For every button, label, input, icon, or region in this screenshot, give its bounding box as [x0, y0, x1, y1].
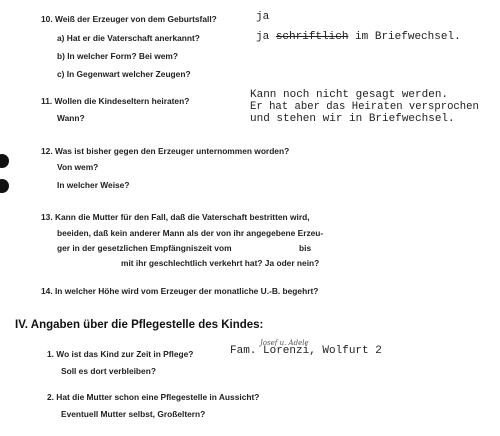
q13-line4: mit ihr geschlechtlich verkehrt hat? Ja oder nein? — [121, 258, 320, 268]
punch-hole-bottom — [0, 179, 9, 193]
q11-answer-line2: Er hat aber das Heiraten versprochen — [250, 101, 479, 113]
q11-sub: Wann? — [57, 113, 85, 123]
q10-a-answer-struck: schriftlich — [275, 31, 349, 43]
s4q2-question: 2. Hat die Mutter schon eine Pflegestelle in Aussicht? — [47, 392, 260, 402]
q13-line2: beeiden, daß kein anderer Mann als der von ihr angegebene Erzeu- — [57, 228, 324, 238]
q11-question: 11. Wollen die Kindeseltern heiraten? — [41, 96, 190, 106]
q10-a-answer — [256, 31, 461, 43]
s4q1-sub: Soll es dort verbleiben? — [61, 366, 156, 376]
q12-question: 12. Was ist bisher gegen den Erzeuger unternommen worden? — [41, 146, 290, 156]
section-iv-heading: IV. Angaben über die Pflegestelle des Kindes: — [15, 319, 264, 331]
q11-answer-line1: Kann noch nicht gesagt werden. — [250, 89, 449, 101]
q13-line3a: ger in der gesetzlichen Empfängniszeit vom — [57, 243, 232, 253]
q13-line1: 13. Kann die Mutter für den Fall, daß die Vaterschaft bestritten wird, — [41, 212, 310, 222]
q10-a-answer-suffix: im Briefwechsel. — [355, 31, 461, 43]
q10-a-question: a) Hat er die Vaterschaft anerkannt? — [57, 33, 200, 43]
punch-hole-top — [0, 154, 9, 168]
q13-line3b: bis — [299, 243, 312, 253]
q12-sub2: In welcher Weise? — [57, 180, 130, 190]
q10-answer: ja — [256, 11, 270, 23]
q10-question: 10. Weiß der Erzeuger von dem Geburtsfall? — [41, 14, 217, 24]
q10-b-question: b) In welcher Form? Bei wem? — [57, 51, 178, 61]
s4q1-handwritten-names: Josef u. Adele — [260, 339, 309, 347]
q11-answer-line3: und stehen wir in Briefwechsel. — [250, 113, 455, 125]
q10-a-answer-prefix: ja — [256, 31, 270, 43]
q12-sub1: Von wem? — [57, 162, 99, 172]
s4q1-answer: Fam. Lorenzi, Wolfurt 2 — [230, 345, 382, 357]
q10-c-question: c) In Gegenwart welcher Zeugen? — [57, 69, 191, 79]
s4q1-question: 1. Wo ist das Kind zur Zeit in Pflege? — [47, 349, 194, 359]
q14-question: 14. In welcher Höhe wird vom Erzeuger der monatliche U.-B. begehrt? — [41, 286, 319, 296]
s4q2-sub: Eventuell Mutter selbst, Großeltern? — [61, 409, 206, 419]
